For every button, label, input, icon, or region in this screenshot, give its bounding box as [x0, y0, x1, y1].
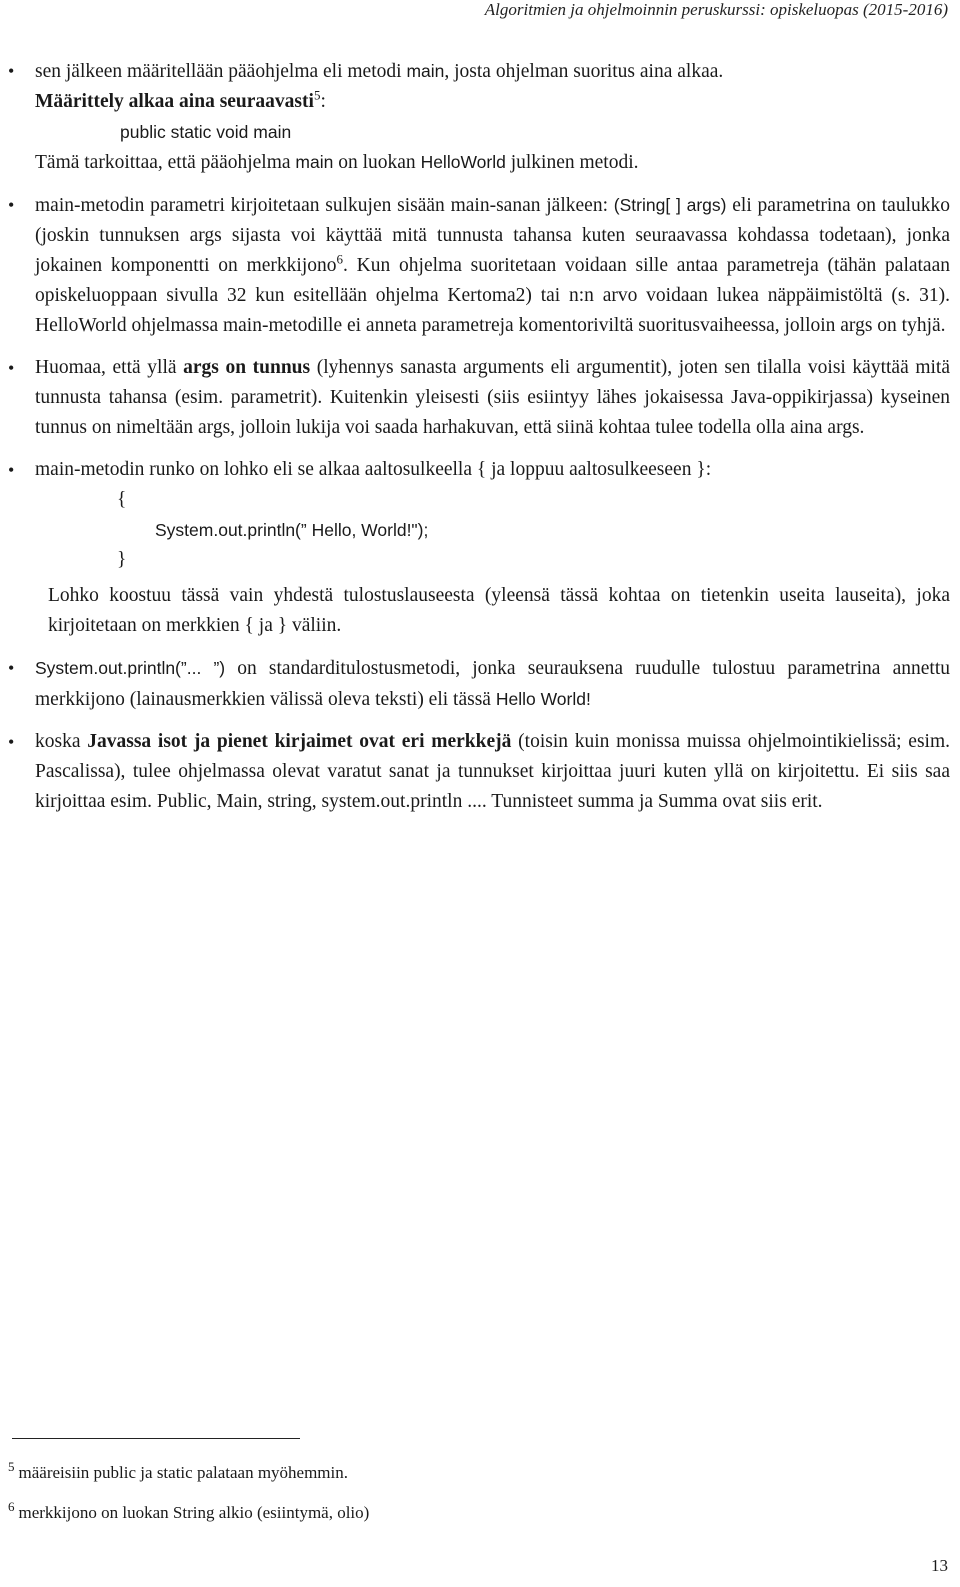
code-line: public static void main [120, 122, 292, 142]
footnote-ref: 6 [336, 251, 343, 267]
paragraph: Huomaa, että yllä args on tunnus (lyhennys sanasta arguments eli argumentit), joten sen tilalla voisi käyttää mitä tunnusta tahansa (esim. parametrit). Kuitenkin yleisesti (siis esiintyy lähes jokaisessa Java-oppikirjassa) kyseinen tunnus on nimeltään args, jolloin lukija voi saada harhakuvan, että siinä kohtaa tulee todella olla aina args. [35, 357, 950, 438]
running-header: Algoritmien ja ohjelmoinnin peruskurssi: opiskeluopas (2015-2016) [484, 0, 948, 19]
footnote-ref: 5 [313, 87, 321, 103]
paragraph: sen jälkeen määritellään pääohjelma eli metodi main, josta ohjelman suoritus aina alkaa. Määrittely alkaa aina seuraavasti$^5$: [35, 61, 724, 112]
list-item [0, 56, 950, 178]
bullet-icon: • [8, 61, 15, 81]
list-item [0, 455, 950, 641]
paragraph: koska Javassa isot ja pienet kirjaimet ovat eri merkkejä (toisin kuin monissa muissa ohjelmointikielissä; esim. Pascalissa), tulee ohjelmassa olevat varatut sanat ja tunnukset kirjoittaa juuri kuten yllä on kirjoitettu. Ei siis saa kirjoittaa esim. Public, Main, string, system.out.println .... Tunnisteet summa ja Summa ovat siis erit. [35, 731, 950, 812]
list-item [0, 653, 950, 715]
list-item [0, 727, 950, 817]
paragraph: Tämä tarkoittaa, että pääohjelma main on luokan HelloWorld julkinen metodi. [35, 152, 639, 173]
bullet-icon: • [8, 658, 15, 678]
bold-text: args on tunnus [183, 357, 311, 378]
footnote: $^5$ määreisiin public ja static palataan myöhemmin. [8, 1459, 349, 1482]
bullet-icon: • [8, 732, 15, 752]
code-brace-close: } [117, 549, 127, 570]
paragraph: System.out.println(”... ”) on standarditulostusmetodi, jonka seurauksena ruudulle tulostuu parametrina annettu merkkijono (lainausmerkkien välissä oleva teksti) eli tässä Hello World! [35, 658, 950, 710]
paragraph: main-metodin parametri kirjoitetaan sulkujen sisään main-sanan jälkeen: (String[ ] args) eli parametrina on taulukko (joskin tunnuksen args sijasta voi käyttää mitä tunnusta tahansa kuten seuraavassa kohdassa todetaan), jonka jokainen komponentti on merkkijono$^6$. Kun ohjelma suoritetaan voidaan sille antaa parametreja (tähän palataan opiskeluoppaan sivulla 32 kun esitellään ohjelma Kertoma2) tai n:n arvo voidaan lukea näppäimistöltä (s. 31). HelloWorld ohjelmassa main-metodille ei anneta parametreja komentoriviltä suoritusvaiheessa, jolloin args on tyhjä. [35, 195, 950, 336]
bold-text: Määrittely alkaa aina seuraavasti [35, 91, 314, 112]
page-number: 13 [931, 1556, 948, 1575]
code-brace-open: { [117, 489, 127, 510]
bold-text: Javassa isot ja pienet kirjaimet ovat eri merkkejä [87, 731, 512, 752]
bullet-icon: • [8, 358, 15, 378]
bullet-icon: • [8, 195, 15, 215]
page-body [0, 56, 950, 829]
bullet-icon: • [8, 460, 15, 480]
paragraph: main-metodin runko on lohko eli se alkaa aaltosulkeella { ja loppuu aaltosulkeeseen }: [35, 459, 712, 480]
footnote-divider [12, 1438, 300, 1439]
footnote: $^6$ merkkijono on luokan String alkio (esiintymä, olio) [8, 1499, 370, 1522]
list-item [0, 353, 950, 443]
paragraph: Lohko koostuu tässä vain yhdestä tulostuslauseesta (yleensä tässä kohtaa on tietenkin useita lauseita), joka kirjoitetaan on merkkien { ja } väliin. [48, 585, 950, 636]
list-item [0, 190, 950, 341]
code-line: System.out.println(” Hello, World!"); [155, 520, 429, 540]
